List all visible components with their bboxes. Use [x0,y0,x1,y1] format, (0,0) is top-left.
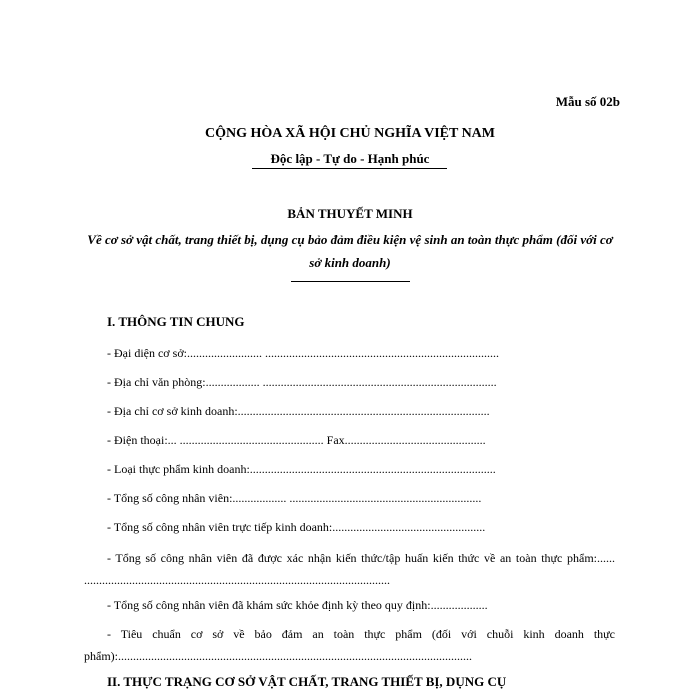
form-number: Mẫu số 02b [555,94,620,109]
field-health-checked-staff: - Tổng số công nhân viên đã khám sức khỏe định kỳ theo quy định:................... [107,598,488,612]
national-title: CỘNG HÒA XÃ HỘI CHỦ NGHĨA VIỆT NAM [204,126,495,141]
section-heading-general-info: I. THÔNG TIN CHUNG [107,314,245,329]
field-business-address: - Địa chỉ cơ sở kinh doanh:.................................................................................... [107,404,490,418]
field-representative: - Đại diện cơ sở:......................... .............................................................................. [107,346,500,360]
motto-underline [252,168,447,169]
field-office-address: - Địa chỉ văn phòng:.................. .............................................................................. [107,375,497,389]
field-direct-staff: - Tổng số công nhân viên trực tiếp kinh doanh:................................................... [107,520,486,534]
document-title: BẢN THUYẾT MINH [287,206,413,221]
field-food-type: - Loại thực phẩm kinh doanh:.................................................................................. [107,462,496,476]
national-motto: Độc lập - Tự do - Hạnh phúc [270,151,430,166]
field-phone-fax: - Điện thoại:... ................................................ Fax............................................... [107,433,486,447]
field-certified-staff: - Tổng số công nhân viên đã được xác nhận kiến thức/tập huấn kiến thức về an toàn thực phẩm:...... ...................................................................................................... [84,551,615,587]
title-underline [291,281,410,282]
document-subtitle: Về cơ sở vật chất, trang thiết bị, dụng cụ bảo đảm điều kiện vệ sinh an toàn thực phẩm (đối với cơ sở kinh doanh) [87,232,613,270]
field-safety-standards: - Tiêu chuẩn cơ sở về bảo đảm an toàn thực phẩm (đối với chuỗi kinh doanh thực phẩm):...................................................................................................................... [84,627,615,663]
section-heading-facilities: II. THỰC TRẠNG CƠ SỞ VẬT CHẤT, TRANG THIẾT BỊ, DỤNG CỤ [107,674,507,689]
field-total-staff: - Tổng số công nhân viên:.................. ................................................................ [107,491,482,505]
